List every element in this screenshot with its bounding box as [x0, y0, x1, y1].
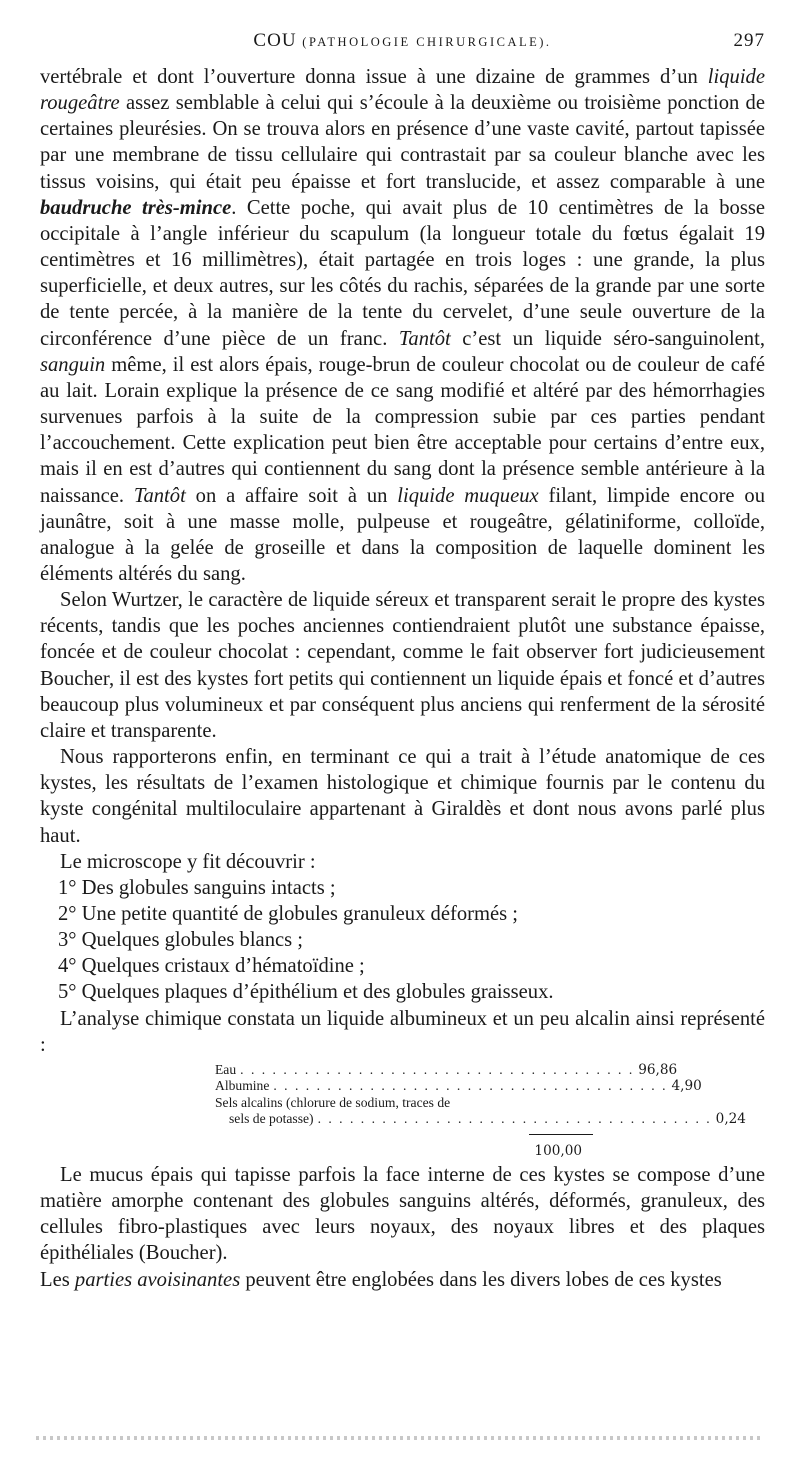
running-title-main: COU: [253, 30, 297, 51]
table-row-value: 4,90: [671, 1078, 702, 1095]
paragraph-5: L’analyse chimique constata un liquide albumineux et un peu alcalin ainsi représenté :: [40, 1007, 765, 1056]
running-title-sub: (PATHOLOGIE CHIRURGICALE).: [302, 35, 552, 49]
total-rule: [529, 1134, 593, 1135]
paragraph-6: Le mucus épais qui tapisse parfois la face interne de ces kystes se compose d’une matière amorphe contenant des globules sanguins altérés, déformés, granuleux, des cellules fibro-plastiques avec leurs noyaux, des noyaux libres et des plaques épithéliales (Boucher).: [40, 1163, 765, 1265]
text-run: c’est un liquide séro-sanguinolent,: [450, 327, 765, 350]
table-total: 100,00: [534, 1142, 582, 1159]
text-run: filant, limpide encore ou jaunâtre, soit à une masse molle, pulpeuse et rougeâtre, gélatiniforme, colloïde, analogue à la gelée de groseille et dans la composition de laquelle dominent les éléments altérés du sang.: [40, 484, 766, 585]
table-row: [215, 1095, 590, 1112]
bleed-through-line: [36, 1436, 761, 1440]
running-header: [40, 30, 765, 56]
text-run: Les: [40, 1268, 75, 1291]
paragraph-1: [40, 64, 765, 587]
table-row-value: 0,24: [715, 1111, 746, 1128]
text-run: peuvent être englobées dans les divers lobes de ces kystes: [240, 1268, 722, 1291]
list-item: 1° Des globules sanguins intacts ;: [58, 876, 336, 899]
table-row-label: Sels alcalins (chlorure de sodium, traces de: [215, 1094, 451, 1110]
list-item: 3° Quelques globules blancs ;: [58, 929, 304, 952]
italic-run: baudruche très-mince: [40, 196, 232, 219]
list-item: 2° Une petite quantité de globules granuleux déformés ;: [58, 903, 519, 925]
table-row: [215, 1061, 678, 1079]
paragraph-3: Nous rapporterons enfin, en terminant ce qui a trait à l’étude anatomique de ces kystes, les résultats de l’examen histologique et chimique fournis par le contenu du kyste congénital multiloculaire appartenant à Giraldès et dont nous avons parlé plus haut.: [40, 746, 765, 847]
italic-run: Tantôt: [398, 327, 451, 350]
text-run: . Cette poche, qui avait plus de 10 centimètres de la bosse occipitale à l’angle inférieur du scapulum (la longueur totale du fœtus égalait 19 centimètres et 16 millimètres), était partagée en trois loges : une grande, la plus superficielle, et deux autres, sur les côtés du rachis, séparées de la grande par une sorte de tente percée, à la manière de la tente du cervelet, d’une seule ouverture de la circonférence d’une pièce de un franc.: [40, 196, 765, 350]
analysis-table-body: [215, 1061, 746, 1128]
table-row: [215, 1111, 746, 1128]
italic-run: liquide muqueux: [397, 484, 539, 507]
paragraph-2: Selon Wurtzer, le caractère de liquide séreux et transparent serait le propre des kystes récents, tandis que les poches anciennes contiendraient plutôt une substance épaisse, foncée et de couleur chocolat : cependant, comme le fait observer fort judicieusement Boucher, il est des kystes fort petits qui contiennent un liquide épais et foncé et d’autres beaucoup plus volumineux et par conséquent plus anciens qui renferment de la sérosité claire et transparente.: [40, 589, 765, 742]
italic-run: Tantôt: [133, 484, 186, 507]
body-text: [40, 64, 765, 1293]
table-row-value: 96,86: [638, 1061, 678, 1078]
analysis-table: [40, 1058, 765, 1162]
italic-run: parties avoisinantes: [74, 1268, 241, 1291]
italic-run: liquide rougeâtre: [40, 66, 765, 115]
table-row-label: Eau: [215, 1061, 237, 1077]
leader-dots: . . . . . . . . . . . . . . . . . . . . . . . . . . . . . . . . . . . . .: [273, 1078, 668, 1094]
table-row-label: sels de potasse): [229, 1111, 314, 1127]
table-row-label: Albumine: [215, 1078, 270, 1094]
list-item: 5° Quelques plaques d’épithélium et des globules graisseux.: [58, 981, 554, 1004]
text-run: même, il est alors épais, rouge-brun de couleur chocolat ou de couleur de café au lait. Lorain explique la présence de ce sang modifié et altéré par des hémorrhagies survenues parfois à la suite de la compression subie par ces parties pendant l’accouchement. Cette explication peut bien être acceptable pour certains d’entre eux, mais il en est d’autres qui contiennent du sang dont la présence semble antérieure à la naissance.: [40, 353, 765, 507]
paragraph-4: Le microscope y fit découvrir :: [60, 850, 316, 873]
text-run: vertébrale et dont l’ouverture donna issue à une dizaine de grammes d’un: [40, 66, 708, 88]
list-item: 4° Quelques cristaux d’hématoïdine ;: [58, 955, 365, 978]
table-row: [215, 1078, 702, 1095]
leader-dots: . . . . . . . . . . . . . . . . . . . . . . . . . . . . . . . . . . . . .: [240, 1061, 635, 1077]
running-title: [40, 30, 765, 52]
page-number: 297: [733, 30, 765, 51]
italic-run: sanguin: [40, 353, 106, 376]
text-run: assez semblable à celui qui s’écoule à la deuxième ou troisième ponction de certaines pleurésies. On se trouva alors en présence d’une vaste cavité, partout tapissée par une membrane de tissu cellulaire qui contrastait par sa couleur blanche avec les tissus voisins, qui était peu épaisse et fort translucide, et assez comparable à une: [40, 92, 765, 193]
text-run: on a affaire soit à un: [185, 484, 398, 507]
paragraph-7: [40, 1267, 765, 1293]
leader-dots: . . . . . . . . . . . . . . . . . . . . . . . . . . . . . . . . . . . . .: [317, 1111, 712, 1127]
